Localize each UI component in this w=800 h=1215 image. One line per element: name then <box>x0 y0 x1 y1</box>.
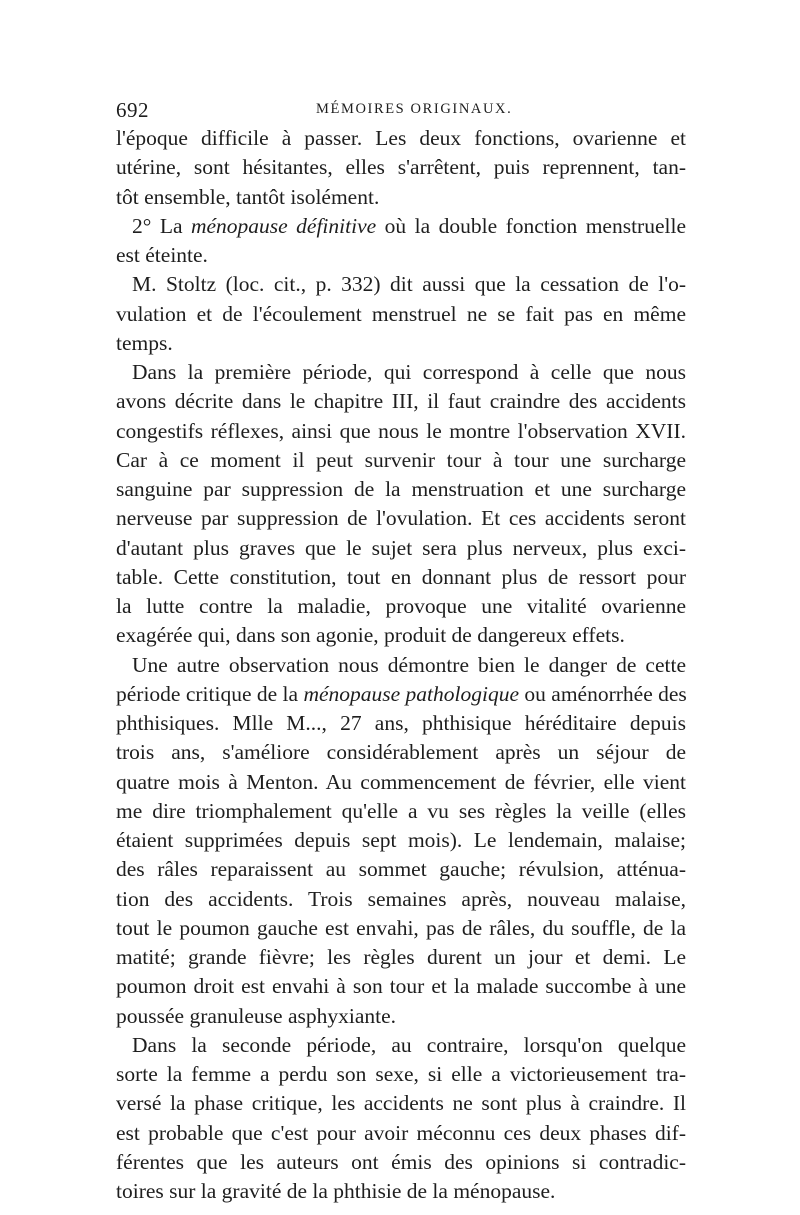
text-line: l'époque difficile à passer. Les deux fonctions, ovarienne et <box>116 126 686 150</box>
text-line: tion des accidents. Trois semaines après, nouveau malaise, <box>116 886 686 911</box>
italic-phrase: ménopause pathologique <box>303 681 520 706</box>
text-line: phthisiques. Mlle M..., 27 ans, phthisique héréditaire depuis <box>116 711 686 735</box>
text-line: table. Cette constitution, tout en donnant plus de ressort pour <box>116 564 686 589</box>
text-line: poumon droit est envahi à son tour et la malade succombe à une <box>116 974 686 999</box>
text-line: quatre mois à Menton. Au commencement de février, elle vient <box>116 769 686 794</box>
text-line: d'autant plus graves que le sujet sera plus nerveux, plus exci- <box>116 535 686 560</box>
text-run: 2° La <box>132 213 191 238</box>
page-number: 692 <box>116 98 149 122</box>
text-line: est probable que c'est pour avoir méconnu ces deux phases dif- <box>116 1120 686 1145</box>
text-line: nerveuse par suppression de l'ovulation. Et ces accidents seront <box>116 506 686 531</box>
text-line: étaient supprimées depuis sept mois). Le lendemain, malaise; <box>116 828 686 852</box>
text-line: matité; grande fièvre; les règles durent un jour et demi. Le <box>116 945 686 969</box>
text-line: me dire triomphalement qu'elle a vu ses règles la veille (elles <box>116 798 686 823</box>
page-header <box>116 98 688 124</box>
text-line: versé la phase critique, les accidents ne sont plus à craindre. Il <box>116 1091 686 1116</box>
text-line: sorte la femme a perdu son sexe, si elle a victorieusement tra- <box>116 1062 686 1086</box>
text-line: des râles reparaissent au sommet gauche; révulsion, atténua- <box>116 857 686 882</box>
text-run: où la double fonction menstruelle <box>376 213 686 238</box>
text-run: ou aménorrhée des <box>519 681 687 706</box>
italic-phrase: ménopause définitive <box>190 213 377 238</box>
text-line: Dans la première période, qui correspond à celle que nous <box>132 360 686 384</box>
text-line: Dans la seconde période, au contraire, lorsqu'on quelque <box>132 1032 686 1057</box>
text-line: tôt ensemble, tantôt isolément. <box>116 184 380 209</box>
text-line: tout le poumon gauche est envahi, pas de râles, du souffle, de la <box>116 915 686 940</box>
text-line: la lutte contre la maladie, provoque une vitalité ovarienne <box>116 594 686 618</box>
running-title: MÉMOIRES ORIGINAUX. <box>316 101 513 117</box>
text-line: utérine, sont hésitantes, elles s'arrêtent, puis reprennent, tan- <box>116 155 686 180</box>
text-line <box>116 680 686 709</box>
text-line: Une autre observation nous démontre bien le danger de cette <box>132 652 686 677</box>
text-line: trois ans, s'améliore considérablement après un séjour de <box>116 740 686 765</box>
text-line: M. Stoltz (loc. cit., p. 332) dit aussi que la cessation de l'o- <box>132 272 686 297</box>
text-line: poussée granuleuse asphyxiante. <box>116 1003 397 1028</box>
text-run: période critique de la <box>116 681 304 706</box>
body-text <box>116 124 686 1206</box>
text-line: férentes que les auteurs ont émis des opinions si contradic- <box>116 1149 686 1174</box>
text-line: Car à ce moment il peut survenir tour à tour une surcharge <box>116 447 686 472</box>
text-line: avons décrite dans le chapitre III, il faut craindre des accidents <box>116 389 686 414</box>
text-line: sanguine par suppression de la menstruation et une surcharge <box>116 477 686 501</box>
text-line: est éteinte. <box>116 243 208 267</box>
text-line: exagérée qui, dans son agonie, produit de dangereux effets. <box>116 623 625 648</box>
text-line: vulation et de l'écoulement menstruel ne se fait pas en même <box>116 301 686 326</box>
text-line <box>116 212 686 241</box>
text-line: temps. <box>116 330 173 355</box>
text-line: congestifs réflexes, ainsi que nous le montre l'observation XVII. <box>116 418 686 443</box>
text-line: toires sur la gravité de la phthisie de la ménopause. <box>116 1179 556 1203</box>
